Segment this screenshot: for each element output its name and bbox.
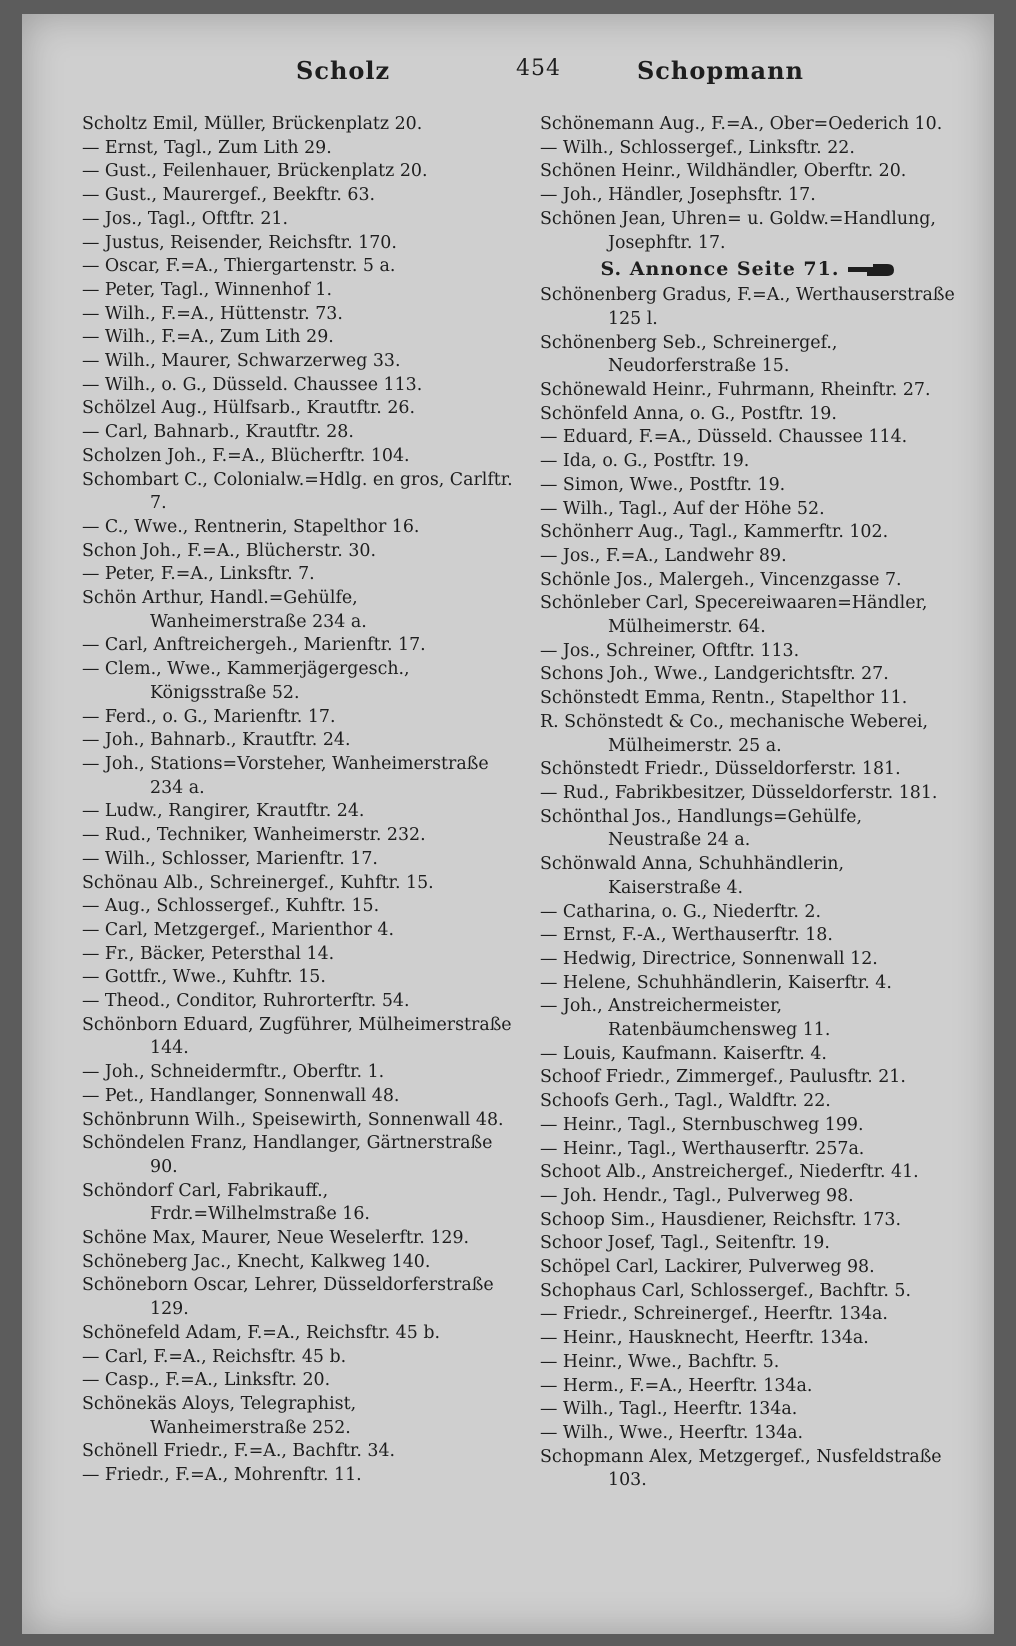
directory-entry: [540, 1043, 956, 1067]
entry-text: Schönenberg Gradus, F.=A., Werthauserstraße 125 l.: [540, 285, 955, 329]
entry-text: Schönthal Jos., Handlungs=Gehülfe, Neustraße 24 a.: [540, 806, 862, 851]
directory-entry: [540, 782, 956, 806]
directory-entry: [82, 872, 514, 896]
entry-text: — Jos., F.=A., Landwehr 89.: [540, 545, 787, 566]
directory-entry: [540, 663, 956, 687]
entry-text: — Herm., F.=A., Heerftr. 134a.: [540, 1375, 813, 1396]
entry-text: — Jos., Tagl., Oftftr. 21.: [82, 208, 288, 229]
directory-entry: [540, 1422, 956, 1446]
entry-text: Schönherr Aug., Tagl., Kammerftr. 102.: [540, 522, 889, 543]
entry-text: Schöndorf Carl, Fabrikauff., Frdr.=Wilhelmstraße 16.: [82, 1180, 370, 1225]
entry-text: — Carl, F.=A., Reichsftr. 45 b.: [82, 1346, 347, 1367]
entry-text: — Wilh., F.=A., Zum Lith 29.: [82, 327, 334, 348]
entry-text: Schönleber Carl, Specereiwaaren=Händler, Mülheimerstr. 64.: [540, 593, 928, 638]
entry-text: — Ida, o. G., Postftr. 19.: [540, 451, 750, 472]
directory-entry: [540, 184, 956, 208]
entry-text: — Hedwig, Directrice, Sonnenwall 12.: [540, 948, 878, 969]
directory-entry: [540, 1398, 956, 1422]
directory-entry: [540, 806, 956, 853]
entry-text: Schophaus Carl, Schlossergef., Bachftr. 5.: [540, 1280, 912, 1301]
header-left-name: Scholz: [296, 56, 391, 85]
entry-text: — Peter, F.=A., Linksftr. 7.: [82, 564, 315, 585]
directory-entry: [540, 521, 956, 545]
entry-text: Schönborn Eduard, Zugführer, Mülheimerstraße 144.: [82, 1014, 512, 1059]
entry-text: — Wilh., Tagl., Auf der Höhe 52.: [540, 498, 825, 519]
entry-text: — Fr., Bäcker, Petersthal 14.: [82, 943, 335, 964]
entry-text: — Justus, Reisender, Reichsftr. 170.: [82, 232, 397, 253]
entry-text: — Simon, Wwe., Postftr. 19.: [540, 474, 786, 495]
directory-entry: [82, 1346, 514, 1370]
directory-entry: [82, 1227, 514, 1251]
page-number: 454: [516, 56, 561, 81]
entry-text: — Carl, Anftreichergeh., Marienftr. 17.: [82, 635, 426, 656]
directory-entry: [82, 255, 514, 279]
entry-text: Schönstedt Friedr., Düsseldorferstr. 181.: [540, 759, 901, 780]
entry-text: — Eduard, F.=A., Düsseld. Chaussee 114.: [540, 427, 908, 448]
directory-entry: [540, 640, 956, 664]
directory-entry: [540, 901, 956, 925]
directory-entry: [82, 563, 514, 587]
directory-entry: [82, 1132, 514, 1179]
entry-text: — Casp., F.=A., Linksftr. 20.: [82, 1370, 331, 1391]
directory-entry: [540, 924, 956, 948]
directory-entry: [82, 943, 514, 967]
directory-entry: [540, 569, 956, 593]
directory-entry: [540, 450, 956, 474]
directory-entry: [540, 711, 956, 758]
entry-text: Schönwald Anna, Schuhhändlerin, Kaiserstraße 4.: [540, 854, 844, 898]
entry-text: R. Schönstedt & Co., mechanische Weberei, Mülheimerstr. 25 a.: [540, 711, 928, 756]
directory-entry: [82, 350, 514, 374]
entry-text: — Heinr., Tagl., Werthauserftr. 257a.: [540, 1138, 865, 1159]
entry-text: Schönell Friedr., F.=A., Bachftr. 34.: [82, 1441, 396, 1462]
entry-text: Schönemann Aug., F.=A., Ober=Oederich 10.: [540, 114, 943, 134]
directory-entry: [540, 474, 956, 498]
entry-text: — Friedr., F.=A., Mohrenftr. 11.: [82, 1465, 362, 1486]
entry-text: Schon Joh., F.=A., Blücherstr. 30.: [82, 540, 376, 561]
entry-text: Schoop Sim., Hausdiener, Reichsftr. 173.: [540, 1209, 902, 1230]
entry-text: Schönen Jean, Uhren= u. Goldw.=Handlung, Josephftr. 17.: [540, 208, 936, 253]
entry-text: — Oscar, F.=A., Thiergartenstr. 5 a.: [82, 256, 396, 277]
entry-text: — Joh., Schneidermftr., Oberftr. 1.: [82, 1062, 385, 1083]
entry-text: Scholzen Joh., F.=A., Blücherftr. 104.: [82, 445, 410, 466]
directory-entry: [82, 326, 514, 350]
directory-entry: [82, 1274, 514, 1321]
entry-text: — Rud., Fabrikbesitzer, Düsseldorferstr. 181.: [540, 782, 938, 803]
entry-text: — Catharina, o. G., Niederftr. 2.: [540, 901, 822, 922]
directory-entry: [82, 1109, 514, 1133]
entry-text: — Louis, Kaufmann. Kaiserftr. 4.: [540, 1043, 827, 1064]
directory-entry: [540, 379, 956, 403]
directory-entry: [540, 426, 956, 450]
directory-entry: [82, 1014, 514, 1061]
directory-entry: [540, 1090, 956, 1114]
directory-entry: [82, 848, 514, 872]
entry-text: Schöndelen Franz, Handlanger, Gärtnerstraße 90.: [82, 1133, 493, 1177]
entry-text: — Ernst, Tagl., Zum Lith 29.: [82, 137, 332, 158]
entry-text: Schoofs Gerh., Tagl., Waldftr. 22.: [540, 1091, 831, 1112]
entry-text: Schoof Friedr., Zimmergef., Paulusftr. 21.: [540, 1067, 906, 1088]
directory-entry: [82, 753, 514, 800]
directory-entry: [540, 160, 956, 184]
entry-text: Schöneberg Jac., Knecht, Kalkweg 140.: [82, 1251, 431, 1272]
directory-entry: [82, 1322, 514, 1346]
entry-text: Schönefeld Adam, F.=A., Reichsftr. 45 b.: [82, 1322, 440, 1343]
directory-entry: [82, 374, 514, 398]
directory-entry: [82, 706, 514, 730]
directory-entry: [540, 545, 956, 569]
entry-text: — Rud., Techniker, Wanheimerstr. 232.: [82, 825, 426, 846]
entry-text: — Gust., Feilenhauer, Brückenplatz 20.: [82, 161, 428, 182]
left-column: [82, 113, 514, 1488]
entry-text: — Wilh., Schlosser, Marienftr. 17.: [82, 848, 378, 869]
entry-text: S. Annonce Seite 71.: [600, 258, 840, 281]
entry-text: Schönfeld Anna, o. G., Postftr. 19.: [540, 403, 837, 424]
directory-entry: [540, 1327, 956, 1351]
directory-entry: [82, 658, 514, 705]
entry-text: — Joh., Anstreichermeister, Ratenbäumchensweg 11.: [540, 996, 831, 1041]
entry-text: Schönekäs Aloys, Telegraphist, Wanheimerstraße 252.: [82, 1393, 357, 1438]
directory-entry: [540, 403, 956, 427]
directory-entry: [82, 800, 514, 824]
directory-entry: [82, 469, 514, 516]
entry-text: Schölzel Aug., Hülfsarb., Krautftr. 26.: [82, 398, 415, 419]
directory-entry: [540, 1232, 956, 1256]
entry-text: — Wilh., Tagl., Heerftr. 134a.: [540, 1399, 798, 1420]
directory-entry: [82, 1085, 514, 1109]
directory-entry: [540, 592, 956, 639]
header-right-name: Schopmann: [636, 56, 804, 85]
directory-entry: [540, 1280, 956, 1304]
entry-text: — Wilh., o. G., Düsseld. Chaussee 113.: [82, 374, 423, 395]
entry-text: — Wilh., Wwe., Heerftr. 134a.: [540, 1422, 804, 1443]
entry-text: — Carl, Bahnarb., Krautftr. 28.: [82, 422, 354, 443]
entry-text: — Joh., Stations=Vorsteher, Wanheimerstraße 234 a.: [82, 753, 489, 798]
entry-text: — Heinr., Hausknecht, Heerftr. 134a.: [540, 1328, 869, 1349]
entry-text: — Aug., Schlossergef., Kuhftr. 15.: [82, 896, 380, 917]
entry-text: Schönen Heinr., Wildhändler, Oberftr. 20.: [540, 161, 907, 182]
directory-entry: [82, 1440, 514, 1464]
directory-entry: [540, 948, 956, 972]
directory-entry: [82, 113, 514, 137]
directory-entry: [82, 1393, 514, 1440]
entry-text: Schöneborn Oscar, Lehrer, Düsseldorferstraße 129.: [82, 1275, 494, 1320]
directory-entry: [540, 332, 956, 379]
directory-entry: [82, 445, 514, 469]
directory-entry: [82, 232, 514, 256]
entry-text: Schönstedt Emma, Rentn., Stapelthor 11.: [540, 688, 908, 709]
entry-text: Schöne Max, Maurer, Neue Weselerftr. 129.: [82, 1228, 470, 1249]
directory-entry: [82, 1369, 514, 1393]
entry-text: — Carl, Metzgergef., Marienthor 4.: [82, 919, 394, 940]
directory-entry: [82, 303, 514, 327]
directory-entry: [540, 113, 956, 137]
entry-text: Schoor Josef, Tagl., Seitenftr. 19.: [540, 1233, 830, 1254]
entry-text: — Wilh., F.=A., Hüttenstr. 73.: [82, 303, 343, 324]
entry-text: — Joh. Hendr., Tagl., Pulverweg 98.: [540, 1185, 854, 1206]
directory-entry: [540, 853, 956, 900]
directory-entry: [82, 1061, 514, 1085]
directory-entry: [540, 1185, 956, 1209]
entry-text: — Wilh., Maurer, Schwarzerweg 33.: [82, 351, 401, 372]
directory-entry: [82, 397, 514, 421]
entry-text: — Ernst, F.-A., Werthauserftr. 18.: [540, 925, 833, 946]
directory-entry: [82, 1464, 514, 1488]
directory-entry: [540, 1114, 956, 1138]
directory-entry: [82, 587, 514, 634]
directory-entry: [82, 540, 514, 564]
entry-text: — Heinr., Tagl., Sternbuschweg 199.: [540, 1114, 864, 1135]
directory-entry: [540, 995, 956, 1042]
entry-text: Schombart C., Colonialw.=Hdlg. en gros, Carlftr. 7.: [82, 469, 513, 514]
directory-entry: [82, 184, 514, 208]
directory-entry: [540, 498, 956, 522]
entry-text: — Helene, Schuhhändlerin, Kaiserftr. 4.: [540, 972, 892, 993]
entry-text: — Theod., Conditor, Ruhrorterftr. 54.: [82, 991, 410, 1012]
directory-entry: [540, 1303, 956, 1327]
entry-text: — Wilh., Schlossergef., Linksftr. 22.: [540, 137, 855, 158]
directory-entry: [540, 1351, 956, 1375]
entry-text: Schons Joh., Wwe., Landgerichtsftr. 27.: [540, 664, 889, 685]
directory-entry: [82, 966, 514, 990]
entry-text: — Gust., Maurergef., Beekftr. 63.: [82, 185, 376, 206]
entry-text: — Joh., Händler, Josephsftr. 17.: [540, 185, 816, 206]
entry-text: Schön Arthur, Handl.=Gehülfe, Wanheimerstraße 234 a.: [82, 588, 367, 632]
entry-text: — Gottfr., Wwe., Kuhftr. 15.: [82, 967, 326, 988]
directory-entry: [82, 895, 514, 919]
entry-text: — Ludw., Rangirer, Krautftr. 24.: [82, 801, 365, 822]
entry-text: — C., Wwe., Rentnerin, Stapelthor 16.: [82, 516, 420, 537]
directory-entry: [540, 1138, 956, 1162]
directory-entry: [540, 1446, 956, 1493]
directory-entry: [82, 634, 514, 658]
entry-text: Schönle Jos., Malergeh., Vincenzgasse 7.: [540, 569, 902, 590]
directory-entry: [540, 1256, 956, 1280]
right-column: [540, 113, 956, 1493]
directory-entry: [82, 919, 514, 943]
directory-entry: [540, 137, 956, 161]
pointing-hand-icon: [847, 263, 895, 277]
entry-text: Schönewald Heinr., Fuhrmann, Rheinftr. 27.: [540, 380, 931, 401]
page-header: [86, 56, 954, 96]
entry-text: — Heinr., Wwe., Bachftr. 5.: [540, 1351, 780, 1372]
directory-entry: [82, 729, 514, 753]
directory-entry: [540, 1161, 956, 1185]
directory-entry: [82, 137, 514, 161]
entry-text: — Peter, Tagl., Winnenhof 1.: [82, 279, 333, 300]
directory-entry: [82, 1180, 514, 1227]
entry-text: — Pet., Handlanger, Sonnenwall 48.: [82, 1085, 400, 1106]
entry-text: Schöpel Carl, Lackirer, Pulverweg 98.: [540, 1257, 875, 1278]
directory-entry: [82, 160, 514, 184]
entry-text: — Joh., Bahnarb., Krautftr. 24.: [82, 730, 351, 751]
directory-entry: [82, 516, 514, 540]
entry-text: Schoot Alb., Anstreichergef., Niederftr. 41.: [540, 1162, 919, 1183]
directory-entry: [540, 758, 956, 782]
directory-entry: [82, 421, 514, 445]
directory-entry: [540, 687, 956, 711]
directory-entry: [540, 1209, 956, 1233]
advert-reference: [540, 255, 956, 284]
directory-entry: [82, 208, 514, 232]
directory-entry: [540, 284, 956, 331]
entry-text: — Friedr., Schreinergef., Heerftr. 134a.: [540, 1304, 888, 1325]
entry-text: Schönau Alb., Schreinergef., Kuhftr. 15.: [82, 872, 434, 893]
entry-text: — Jos., Schreiner, Oftftr. 113.: [540, 640, 800, 661]
directory-entry: [540, 1066, 956, 1090]
directory-entry: [540, 1375, 956, 1399]
directory-page: [22, 14, 994, 1634]
directory-entry: [540, 208, 956, 255]
directory-entry: [82, 990, 514, 1014]
directory-entry: [82, 279, 514, 303]
directory-entry: [540, 972, 956, 996]
directory-entry: [82, 824, 514, 848]
entry-text: Scholtz Emil, Müller, Brückenplatz 20.: [82, 114, 423, 134]
entry-text: Schopmann Alex, Metzgergef., Nusfeldstraße 103.: [540, 1446, 942, 1491]
directory-entry: [82, 1251, 514, 1275]
entry-text: — Clem., Wwe., Kammerjägergesch., Königsstraße 52.: [82, 659, 410, 703]
entry-text: Schönbrunn Wilh., Speisewirth, Sonnenwall 48.: [82, 1109, 504, 1130]
entry-text: Schönenberg Seb., Schreinergef., Neudorferstraße 15.: [540, 332, 838, 377]
entry-text: — Ferd., o. G., Marienftr. 17.: [82, 706, 336, 727]
